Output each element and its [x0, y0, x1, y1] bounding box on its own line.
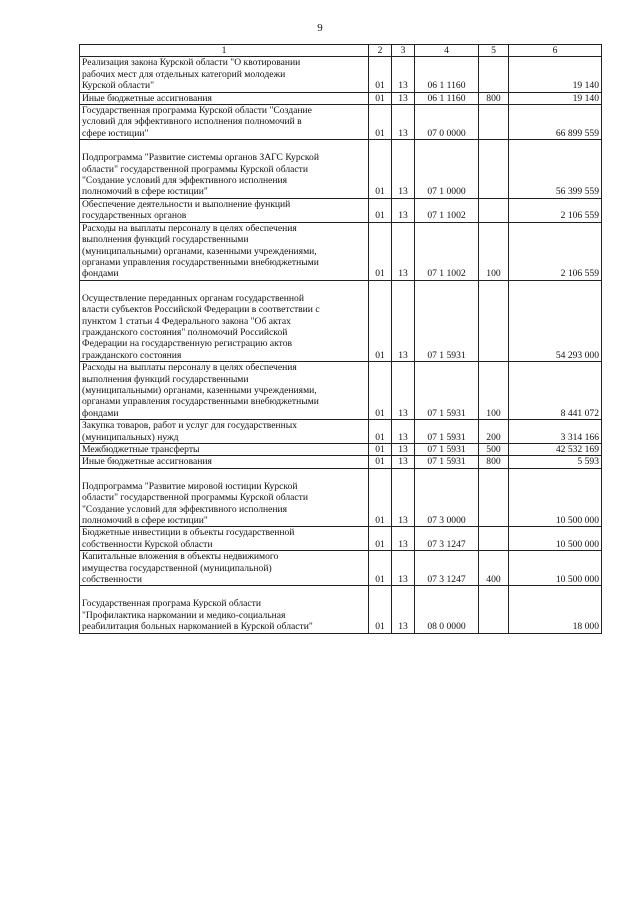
row-section-code: 01: [369, 105, 392, 140]
header-col-1: 1: [80, 45, 369, 57]
row-subsection-code: 13: [392, 551, 415, 586]
row-subsection-code: 13: [392, 105, 415, 140]
row-target-article: 07 0 0000: [415, 105, 479, 140]
row-amount: 8 441 072: [509, 362, 602, 420]
row-subsection-code: 13: [392, 456, 415, 468]
row-expense-type: [479, 140, 509, 199]
row-expense-type: [479, 468, 509, 527]
row-target-article: 07 1 1002: [415, 222, 479, 280]
row-section-code: 01: [369, 551, 392, 586]
row-subsection-code: 13: [392, 57, 415, 92]
table-row: [80, 444, 602, 456]
row-section-code: 01: [369, 92, 392, 104]
row-expense-type: 800: [479, 456, 509, 468]
page-number: 9: [317, 22, 323, 34]
row-section-code: 01: [369, 456, 392, 468]
table-row: [80, 456, 602, 468]
row-name: Осуществление переданных органам государственной власти субъектов Российской Федерации в соответствии с пунктом 1 статьи 4 Федерального закона "Об актах гражданского состояния" полномочий Российской Федерации на государственную регистрацию актов гражданского состояния: [80, 280, 369, 361]
table-row: [80, 362, 602, 420]
row-expense-type: 500: [479, 444, 509, 456]
row-name: Межбюджетные трансферты: [80, 444, 369, 456]
row-amount: 19 140: [509, 57, 602, 92]
row-subsection-code: 13: [392, 92, 415, 104]
table-header-row: [80, 45, 602, 57]
row-amount: 54 293 000: [509, 280, 602, 361]
row-name: Расходы на выплаты персоналу в целях обеспечения выполнения функций государственными (муниципальными) органами, казенными учреждениями, органами управления государственными внебюджетными фондами: [80, 222, 369, 280]
table-row: [80, 527, 602, 551]
row-amount: 42 532 169: [509, 444, 602, 456]
row-section-code: 01: [369, 57, 392, 92]
table-row: [80, 222, 602, 280]
row-name: Реализация закона Курской области "О квотировании рабочих мест для отдельных категорий молодежи Курской области": [80, 57, 369, 92]
row-target-article: 08 0 0000: [415, 586, 479, 633]
row-subsection-code: 13: [392, 362, 415, 420]
row-name: Обеспечение деятельности и выполнение функций государственных органов: [80, 198, 369, 222]
row-expense-type: 100: [479, 222, 509, 280]
table-row: [80, 198, 602, 222]
row-target-article: 06 1 1160: [415, 57, 479, 92]
row-amount: 18 000: [509, 586, 602, 633]
row-section-code: 01: [369, 420, 392, 444]
budget-table: [79, 44, 602, 634]
row-name: Государственная программа Курской области "Создание условий для эффективного исполнения полномочий в сфере юстиции": [80, 105, 369, 140]
row-expense-type: [479, 280, 509, 361]
row-section-code: 01: [369, 468, 392, 527]
row-amount: 10 500 000: [509, 468, 602, 527]
row-amount: 2 106 559: [509, 198, 602, 222]
row-section-code: 01: [369, 280, 392, 361]
row-target-article: 07 3 0000: [415, 468, 479, 527]
header-col-2: 2: [369, 45, 392, 57]
row-target-article: 07 3 1247: [415, 527, 479, 551]
row-expense-type: [479, 57, 509, 92]
row-name: Иные бюджетные ассигнования: [80, 456, 369, 468]
row-subsection-code: 13: [392, 198, 415, 222]
row-section-code: 01: [369, 362, 392, 420]
row-target-article: 07 3 1247: [415, 551, 479, 586]
table-row: [80, 586, 602, 633]
row-name: Подпрограмма "Развитие мировой юстиции Курской области" государственной программы Курской области "Создание условий для эффективного исполнения полномочий в сфере юстиции": [80, 468, 369, 527]
table-row: [80, 420, 602, 444]
row-name: Расходы на выплаты персоналу в целях обеспечения выполнения функций государственными (муниципальными) органами, казенными учреждениями, органами управления государственными внебюджетными фондами: [80, 362, 369, 420]
table-row: [80, 92, 602, 104]
table-row: [80, 105, 602, 140]
row-section-code: 01: [369, 198, 392, 222]
row-expense-type: 800: [479, 92, 509, 104]
row-amount: 10 500 000: [509, 551, 602, 586]
row-section-code: 01: [369, 222, 392, 280]
row-section-code: 01: [369, 444, 392, 456]
row-section-code: 01: [369, 140, 392, 199]
table-row: [80, 57, 602, 92]
row-target-article: 07 1 0000: [415, 140, 479, 199]
row-name: Подпрограмма "Развитие системы органов ЗАГС Курской области" государственной программы Курской области "Создание условий для эффективного исполнения полномочий в сфере юстиции": [80, 140, 369, 199]
row-name: Капитальные вложения в объекты недвижимого имущества государственной (муниципальной) собственности: [80, 551, 369, 586]
row-amount: 19 140: [509, 92, 602, 104]
row-target-article: 07 1 5931: [415, 420, 479, 444]
row-amount: 66 899 559: [509, 105, 602, 140]
table-body: [80, 57, 602, 633]
row-expense-type: [479, 105, 509, 140]
row-amount: 3 314 166: [509, 420, 602, 444]
table-row: [80, 140, 602, 199]
header-col-5: 5: [479, 45, 509, 57]
row-target-article: 07 1 5931: [415, 362, 479, 420]
row-subsection-code: 13: [392, 586, 415, 633]
row-target-article: 07 1 5931: [415, 456, 479, 468]
row-expense-type: [479, 198, 509, 222]
row-target-article: 07 1 5931: [415, 444, 479, 456]
row-amount: 10 500 000: [509, 527, 602, 551]
row-subsection-code: 13: [392, 222, 415, 280]
header-col-4: 4: [415, 45, 479, 57]
row-amount: 56 399 559: [509, 140, 602, 199]
row-amount: 2 106 559: [509, 222, 602, 280]
table-row: [80, 468, 602, 527]
header-col-6: 6: [509, 45, 602, 57]
row-amount: 5 593: [509, 456, 602, 468]
row-target-article: 07 1 5931: [415, 280, 479, 361]
row-target-article: 06 1 1160: [415, 92, 479, 104]
row-expense-type: 200: [479, 420, 509, 444]
row-subsection-code: 13: [392, 468, 415, 527]
row-subsection-code: 13: [392, 444, 415, 456]
row-expense-type: 100: [479, 362, 509, 420]
row-section-code: 01: [369, 586, 392, 633]
row-name: Иные бюджетные ассигнования: [80, 92, 369, 104]
row-name: Бюджетные инвестиции в объекты государственной собственности Курской области: [80, 527, 369, 551]
row-name: Закупка товаров, работ и услуг для государственных (муниципальных) нужд: [80, 420, 369, 444]
row-target-article: 07 1 1002: [415, 198, 479, 222]
header-col-3: 3: [392, 45, 415, 57]
row-subsection-code: 13: [392, 140, 415, 199]
row-name: Государственная програма Курской области "Профилактика наркомании и медико-социальная реабилитация больных наркоманией в Курской области": [80, 586, 369, 633]
row-subsection-code: 13: [392, 280, 415, 361]
row-subsection-code: 13: [392, 527, 415, 551]
table-row: [80, 551, 602, 586]
table-row: [80, 280, 602, 361]
row-section-code: 01: [369, 527, 392, 551]
row-expense-type: 400: [479, 551, 509, 586]
row-expense-type: [479, 527, 509, 551]
row-subsection-code: 13: [392, 420, 415, 444]
row-expense-type: [479, 586, 509, 633]
